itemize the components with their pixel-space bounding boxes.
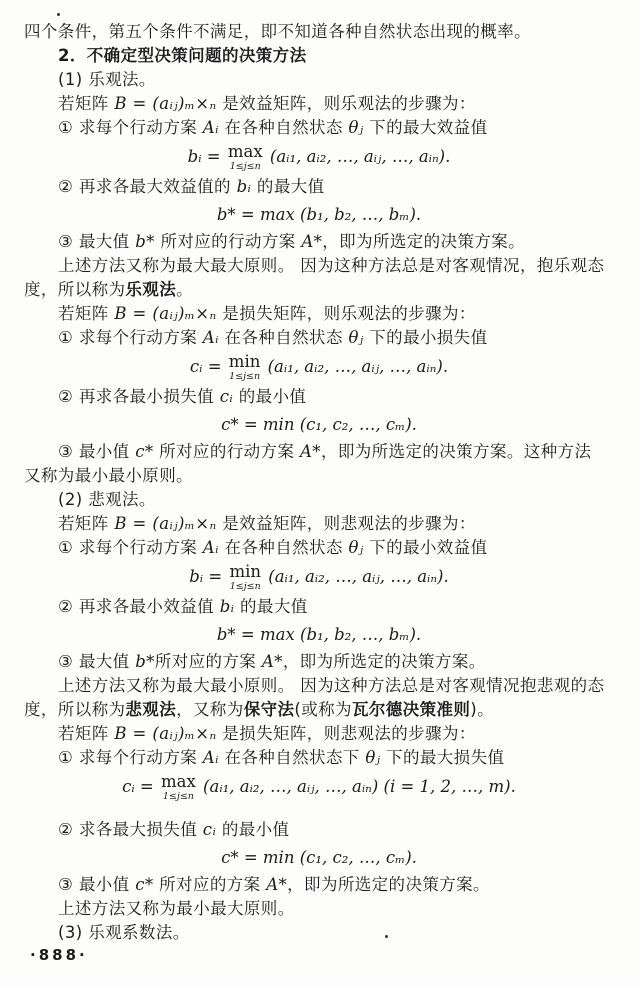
- text-part: ③ 最大值: [58, 652, 136, 671]
- text-part: ③ 最大值: [58, 232, 136, 251]
- text-line: [24, 873, 614, 897]
- text-part: 在各种自然状态: [218, 118, 349, 137]
- text-part: 若矩阵: [58, 724, 115, 743]
- inline-math: A*: [266, 875, 288, 894]
- inline-math: Aᵢ: [202, 748, 219, 767]
- formula-line: [24, 773, 614, 802]
- formula-rhs: (aᵢ₁, aᵢ₂, …, aᵢⱼ, …, aᵢₙ).: [263, 567, 449, 586]
- text-line: [24, 175, 614, 199]
- text-line: [24, 230, 614, 254]
- operator-condition: 1≤j≤n: [229, 581, 261, 592]
- scan-artifact-dot: [57, 13, 60, 16]
- text-line: [24, 818, 614, 842]
- formula-line: [24, 412, 614, 437]
- formula-line: [24, 353, 614, 382]
- formula-lhs: cᵢ =: [122, 777, 160, 796]
- formula-lhs: b* = max (b₁, b₂, …, bₘ).: [216, 625, 422, 644]
- text-line: [24, 595, 614, 619]
- formula-line: [24, 845, 614, 870]
- operator: max: [227, 142, 263, 161]
- inline-math: A*: [301, 232, 323, 251]
- formula-line: [24, 563, 614, 592]
- text-part: 四个条件，第五个条件不满足，即不知道各种自然状态出现的概率。: [24, 22, 531, 41]
- operator: max: [161, 772, 196, 791]
- text-part: ② 再求各最小损失值: [58, 387, 220, 406]
- text-line: [24, 326, 614, 350]
- text-part: 所对应的行动方案: [153, 442, 300, 461]
- inline-math: bᵢ: [219, 597, 235, 616]
- inline-math: θⱼ: [365, 748, 381, 767]
- text-part: ① 求每个行动方案: [58, 538, 203, 557]
- text-part: 在各种自然状态: [218, 538, 349, 557]
- text-part: ③ 最小值: [58, 442, 136, 461]
- text-part: ① 求每个行动方案: [58, 118, 203, 137]
- text-part: 。: [176, 280, 194, 299]
- scan-artifact-dot: [385, 935, 388, 938]
- text-part: 下的最大效益值: [363, 118, 488, 137]
- text-line: [24, 650, 614, 674]
- page-content: [24, 20, 614, 945]
- text-part: ① 求每个行动方案: [58, 748, 203, 767]
- formula-rhs: (aᵢ₁, aᵢ₂, …, aᵢⱼ, …, aᵢₙ).: [262, 357, 449, 376]
- text-part: 所对应的行动方案: [154, 232, 302, 251]
- inline-math: θⱼ: [348, 538, 364, 557]
- text-line: [24, 897, 614, 921]
- text-part: 下的最小损失值: [363, 328, 488, 347]
- inline-math: cᵢ: [219, 387, 234, 406]
- inline-math: cᵢ: [202, 820, 217, 839]
- text-part: ，即为所选定的决策方案。: [282, 652, 486, 671]
- text-part: 所对应的方案: [154, 652, 262, 671]
- text-part: 上述方法又称为最大最大原则。 因为这种方法总是对客观情况，抱乐观态: [58, 256, 605, 275]
- text-part: ，又称为: [176, 700, 244, 719]
- inline-math: B = (aᵢⱼ)ₘ×ₙ: [114, 514, 217, 533]
- formula-lhs: b* = max (b₁, b₂, …, bₘ).: [216, 205, 422, 224]
- text-line: [24, 746, 614, 770]
- operator-with-condition: [229, 563, 261, 592]
- formula-lhs: bᵢ =: [187, 147, 226, 166]
- text-line: [24, 92, 614, 116]
- text-line: [24, 302, 614, 326]
- text-line: [24, 20, 614, 44]
- text-part: (1) 乐观法。: [58, 70, 156, 89]
- text-line: [24, 698, 614, 722]
- text-part: ① 求每个行动方案: [58, 328, 203, 347]
- text-part: ② 再求各最大效益值的: [58, 177, 237, 196]
- inline-math: θⱼ: [348, 118, 364, 137]
- inline-math: A*: [261, 652, 283, 671]
- inline-math: Aᵢ: [202, 538, 219, 557]
- inline-math: θⱼ: [348, 328, 364, 347]
- bold-text: 悲观法: [125, 700, 177, 719]
- inline-math: A*: [299, 442, 321, 461]
- text-line: [24, 536, 614, 560]
- text-part: 在各种自然状态下: [218, 748, 366, 767]
- text-part: 下的最大损失值: [380, 748, 505, 767]
- formula-line: [24, 202, 614, 227]
- text-part: ③ 最小值: [58, 875, 136, 894]
- text-part: )。: [470, 700, 495, 719]
- inline-math: B = (aᵢⱼ)ₘ×ₙ: [114, 724, 217, 743]
- text-line: [24, 385, 614, 409]
- text-part: 是效益矩阵，则乐观法的步骤为：: [216, 94, 476, 113]
- text-line: [24, 921, 614, 945]
- inline-math: b*: [135, 232, 155, 251]
- text-part: 是损失矩阵，则悲观法的步骤为：: [216, 724, 476, 743]
- page-number: ·888·: [30, 946, 88, 964]
- text-part: 若矩阵: [58, 304, 115, 323]
- text-part: (2) 悲观法。: [58, 490, 156, 509]
- operator-condition: 1≤j≤n: [229, 161, 261, 172]
- bold-text: 保守法: [243, 700, 295, 719]
- formula-lhs: c* = min (c₁, c₂, …, cₘ).: [221, 415, 417, 434]
- text-part: 是损失矩阵，则乐观法的步骤为：: [216, 304, 476, 323]
- text-line: [24, 464, 614, 488]
- text-part: ，即为所选定的决策方案。这种方法: [320, 442, 592, 461]
- bold-text: 瓦尔德决策准则: [351, 700, 471, 719]
- text-line: [24, 512, 614, 536]
- text-part: 上述方法又称为最小最大原则。: [58, 899, 295, 918]
- text-line: [24, 674, 614, 698]
- text-line: [24, 254, 614, 278]
- text-part: 所对应的方案: [153, 875, 267, 894]
- formula-line: [24, 622, 614, 647]
- operator: min: [229, 562, 262, 581]
- text-part: 度，所以称为: [24, 700, 126, 719]
- operator: min: [228, 352, 261, 371]
- text-part: 的最大值: [251, 177, 325, 196]
- bold-text: 乐观法: [125, 280, 177, 299]
- text-part: (或称为: [294, 700, 352, 719]
- text-part: ② 再求各最小效益值: [58, 597, 220, 616]
- formula-rhs: (aᵢ₁, aᵢ₂, …, aᵢⱼ, …, aᵢₙ) (i = 1, 2, …, m).: [197, 777, 516, 796]
- text-part: ，即为所选定的决策方案。: [287, 875, 490, 894]
- formula-lhs: cᵢ =: [189, 357, 227, 376]
- text-part: 若矩阵: [58, 94, 115, 113]
- text-part: 若矩阵: [58, 514, 115, 533]
- bold-text: 2．不确定型决策问题的决策方法: [58, 46, 307, 65]
- text-part: ，即为所选定的决策方案。: [322, 232, 526, 251]
- text-part: 的最小值: [233, 387, 307, 406]
- operator-condition: 1≤j≤n: [229, 371, 261, 382]
- text-line: [24, 440, 614, 464]
- formula-line: [24, 143, 614, 172]
- text-part: ② 求各最大损失值: [58, 820, 203, 839]
- text-part: (3) 乐观系数法。: [58, 923, 190, 942]
- text-line: [24, 488, 614, 512]
- text-part: 下的最小效益值: [363, 538, 488, 557]
- text-line: [24, 722, 614, 746]
- text-line: [24, 44, 614, 68]
- formula-rhs: (aᵢ₁, aᵢ₂, …, aᵢⱼ, …, aᵢₙ).: [264, 147, 451, 166]
- inline-math: B = (aᵢⱼ)ₘ×ₙ: [114, 304, 217, 323]
- text-part: 上述方法又称为最大最小原则。 因为这种方法总是对客观情况抱悲观的态: [58, 676, 605, 695]
- text-part: 又称为最小最小原则。: [24, 466, 193, 485]
- text-part: 的最大值: [234, 597, 308, 616]
- inline-math: c*: [135, 442, 154, 461]
- operator-with-condition: [228, 143, 263, 172]
- operator-with-condition: [229, 353, 261, 382]
- operator-with-condition: [161, 773, 196, 802]
- operator-condition: 1≤j≤n: [162, 791, 194, 802]
- text-part: 是效益矩阵，则悲观法的步骤为：: [216, 514, 476, 533]
- text-part: 的最小值: [216, 820, 290, 839]
- inline-math: Aᵢ: [202, 328, 219, 347]
- text-line: [24, 278, 614, 302]
- formula-lhs: c* = min (c₁, c₂, …, cₘ).: [221, 848, 417, 867]
- inline-math: bᵢ: [236, 177, 252, 196]
- inline-math: B = (aᵢⱼ)ₘ×ₙ: [114, 94, 217, 113]
- inline-math: c*: [135, 875, 154, 894]
- formula-lhs: bᵢ =: [189, 567, 228, 586]
- text-part: 在各种自然状态: [218, 328, 349, 347]
- text-line: [24, 68, 614, 92]
- inline-math: Aᵢ: [202, 118, 219, 137]
- text-part: 度，所以称为: [24, 280, 126, 299]
- text-line: [24, 116, 614, 140]
- inline-math: b*: [135, 652, 155, 671]
